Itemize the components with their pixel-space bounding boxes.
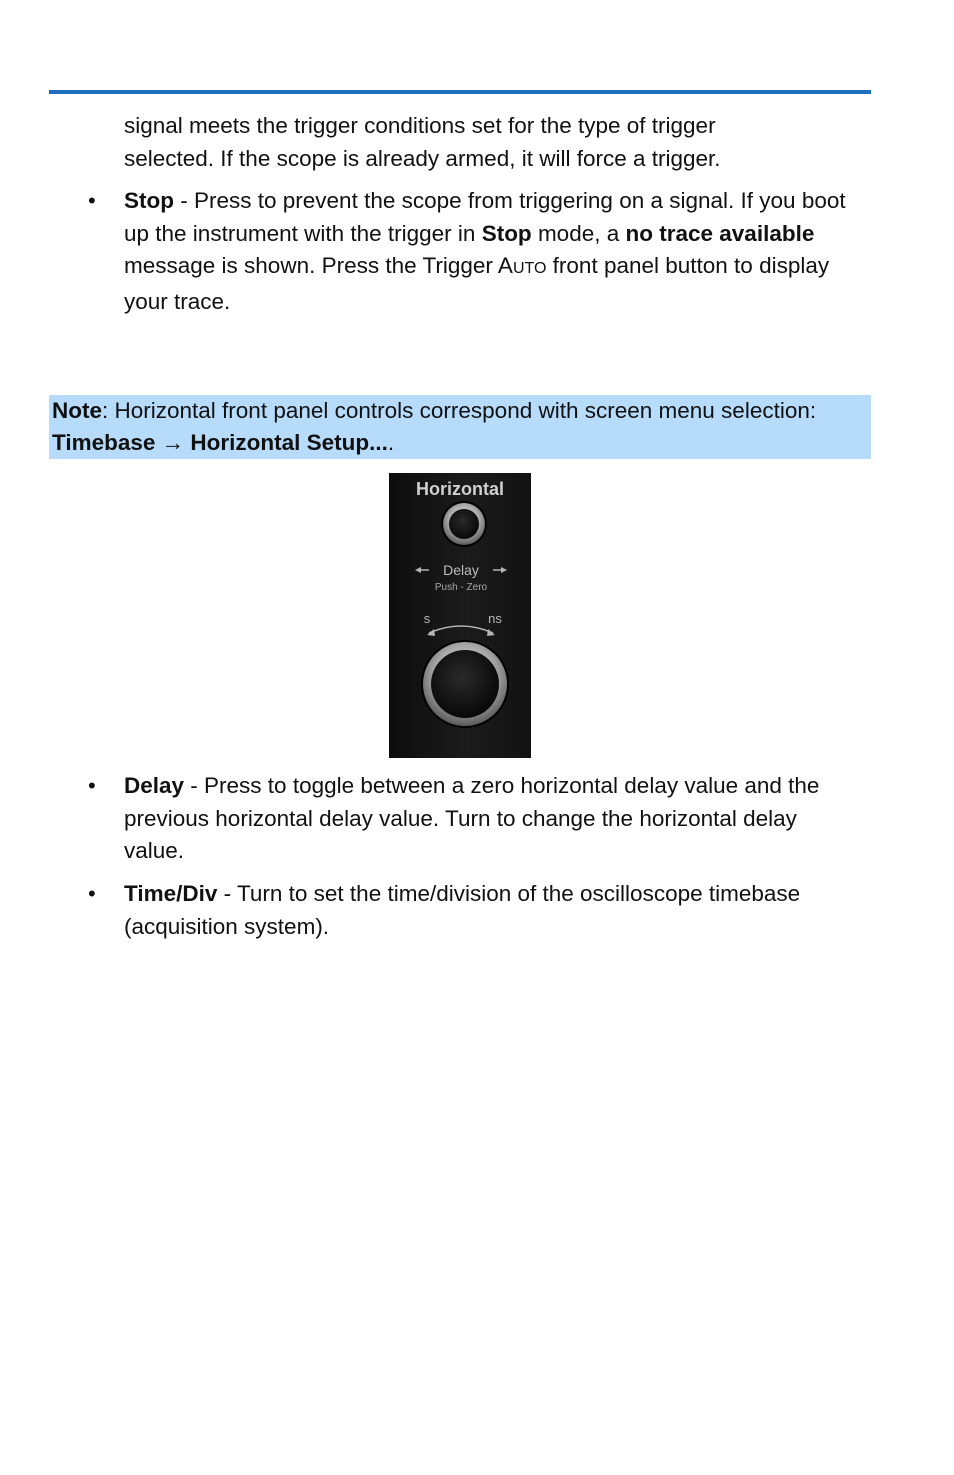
bullet-timediv: • xyxy=(88,881,96,906)
delay-paragraph xyxy=(124,770,854,868)
unit-ns-label: ns xyxy=(488,611,502,626)
stop-text-4: front panel button to display your trace. xyxy=(124,253,830,314)
note-text-1: : Horizontal front panel controls correspond with screen menu selection: xyxy=(102,398,817,423)
stop-text-3: message is shown. Press the Trigger A xyxy=(124,253,513,278)
continuation-paragraph xyxy=(124,110,854,175)
panel-title: Horizontal xyxy=(416,479,504,499)
delay-term: Delay xyxy=(124,773,185,798)
delay-right-arrowhead xyxy=(501,567,507,573)
timediv-arc-right-head xyxy=(487,629,495,636)
auto-smallcaps: UTO xyxy=(512,260,547,277)
delay-knob[interactable] xyxy=(449,509,479,539)
bullet-delay: • xyxy=(88,773,96,798)
timediv-paragraph xyxy=(124,878,872,943)
delay-label: Delay xyxy=(443,562,479,578)
timediv-arc xyxy=(429,626,493,633)
timediv-term: Time/Div xyxy=(124,881,218,906)
note-paragraph xyxy=(52,395,867,459)
timediv-text: - Turn to set the time/division of the oscilloscope timebase (acquisition system). xyxy=(124,881,801,939)
timediv-arc-left-head xyxy=(427,629,435,636)
bullet-stop: • xyxy=(88,188,96,213)
no-trace-term: no trace available xyxy=(625,220,815,246)
header-rule xyxy=(49,90,871,94)
push-zero-label: Push - Zero xyxy=(434,582,488,593)
stop-text-1: - Press to prevent the scope from triggering on a signal. If you boot up the instrument with the trigger in xyxy=(124,188,846,246)
unit-s-label: s xyxy=(423,611,431,626)
continuation-line-1: signal meets the trigger conditions set for the type of trigger xyxy=(124,113,716,138)
stop-term-2: Stop xyxy=(481,220,532,246)
panel-drawing xyxy=(389,473,531,758)
note-label: Note xyxy=(52,398,102,423)
continuation-line-2: selected. If the scope is already armed, it will force a trigger. xyxy=(124,145,721,171)
delay-text: - Press to toggle between a zero horizontal delay value and the previous horizontal delay value. Turn to change the horizontal delay value. xyxy=(124,773,820,863)
timediv-knob[interactable] xyxy=(431,650,499,718)
menu-path: Timebase → Horizontal Setup... xyxy=(52,430,388,455)
delay-left-arrowhead xyxy=(415,567,421,573)
stop-term: Stop xyxy=(124,188,174,213)
stop-text-2: mode, a xyxy=(531,220,626,246)
horizontal-panel-image xyxy=(389,473,531,758)
note-text-2: . xyxy=(387,430,395,455)
stop-paragraph xyxy=(124,185,854,318)
